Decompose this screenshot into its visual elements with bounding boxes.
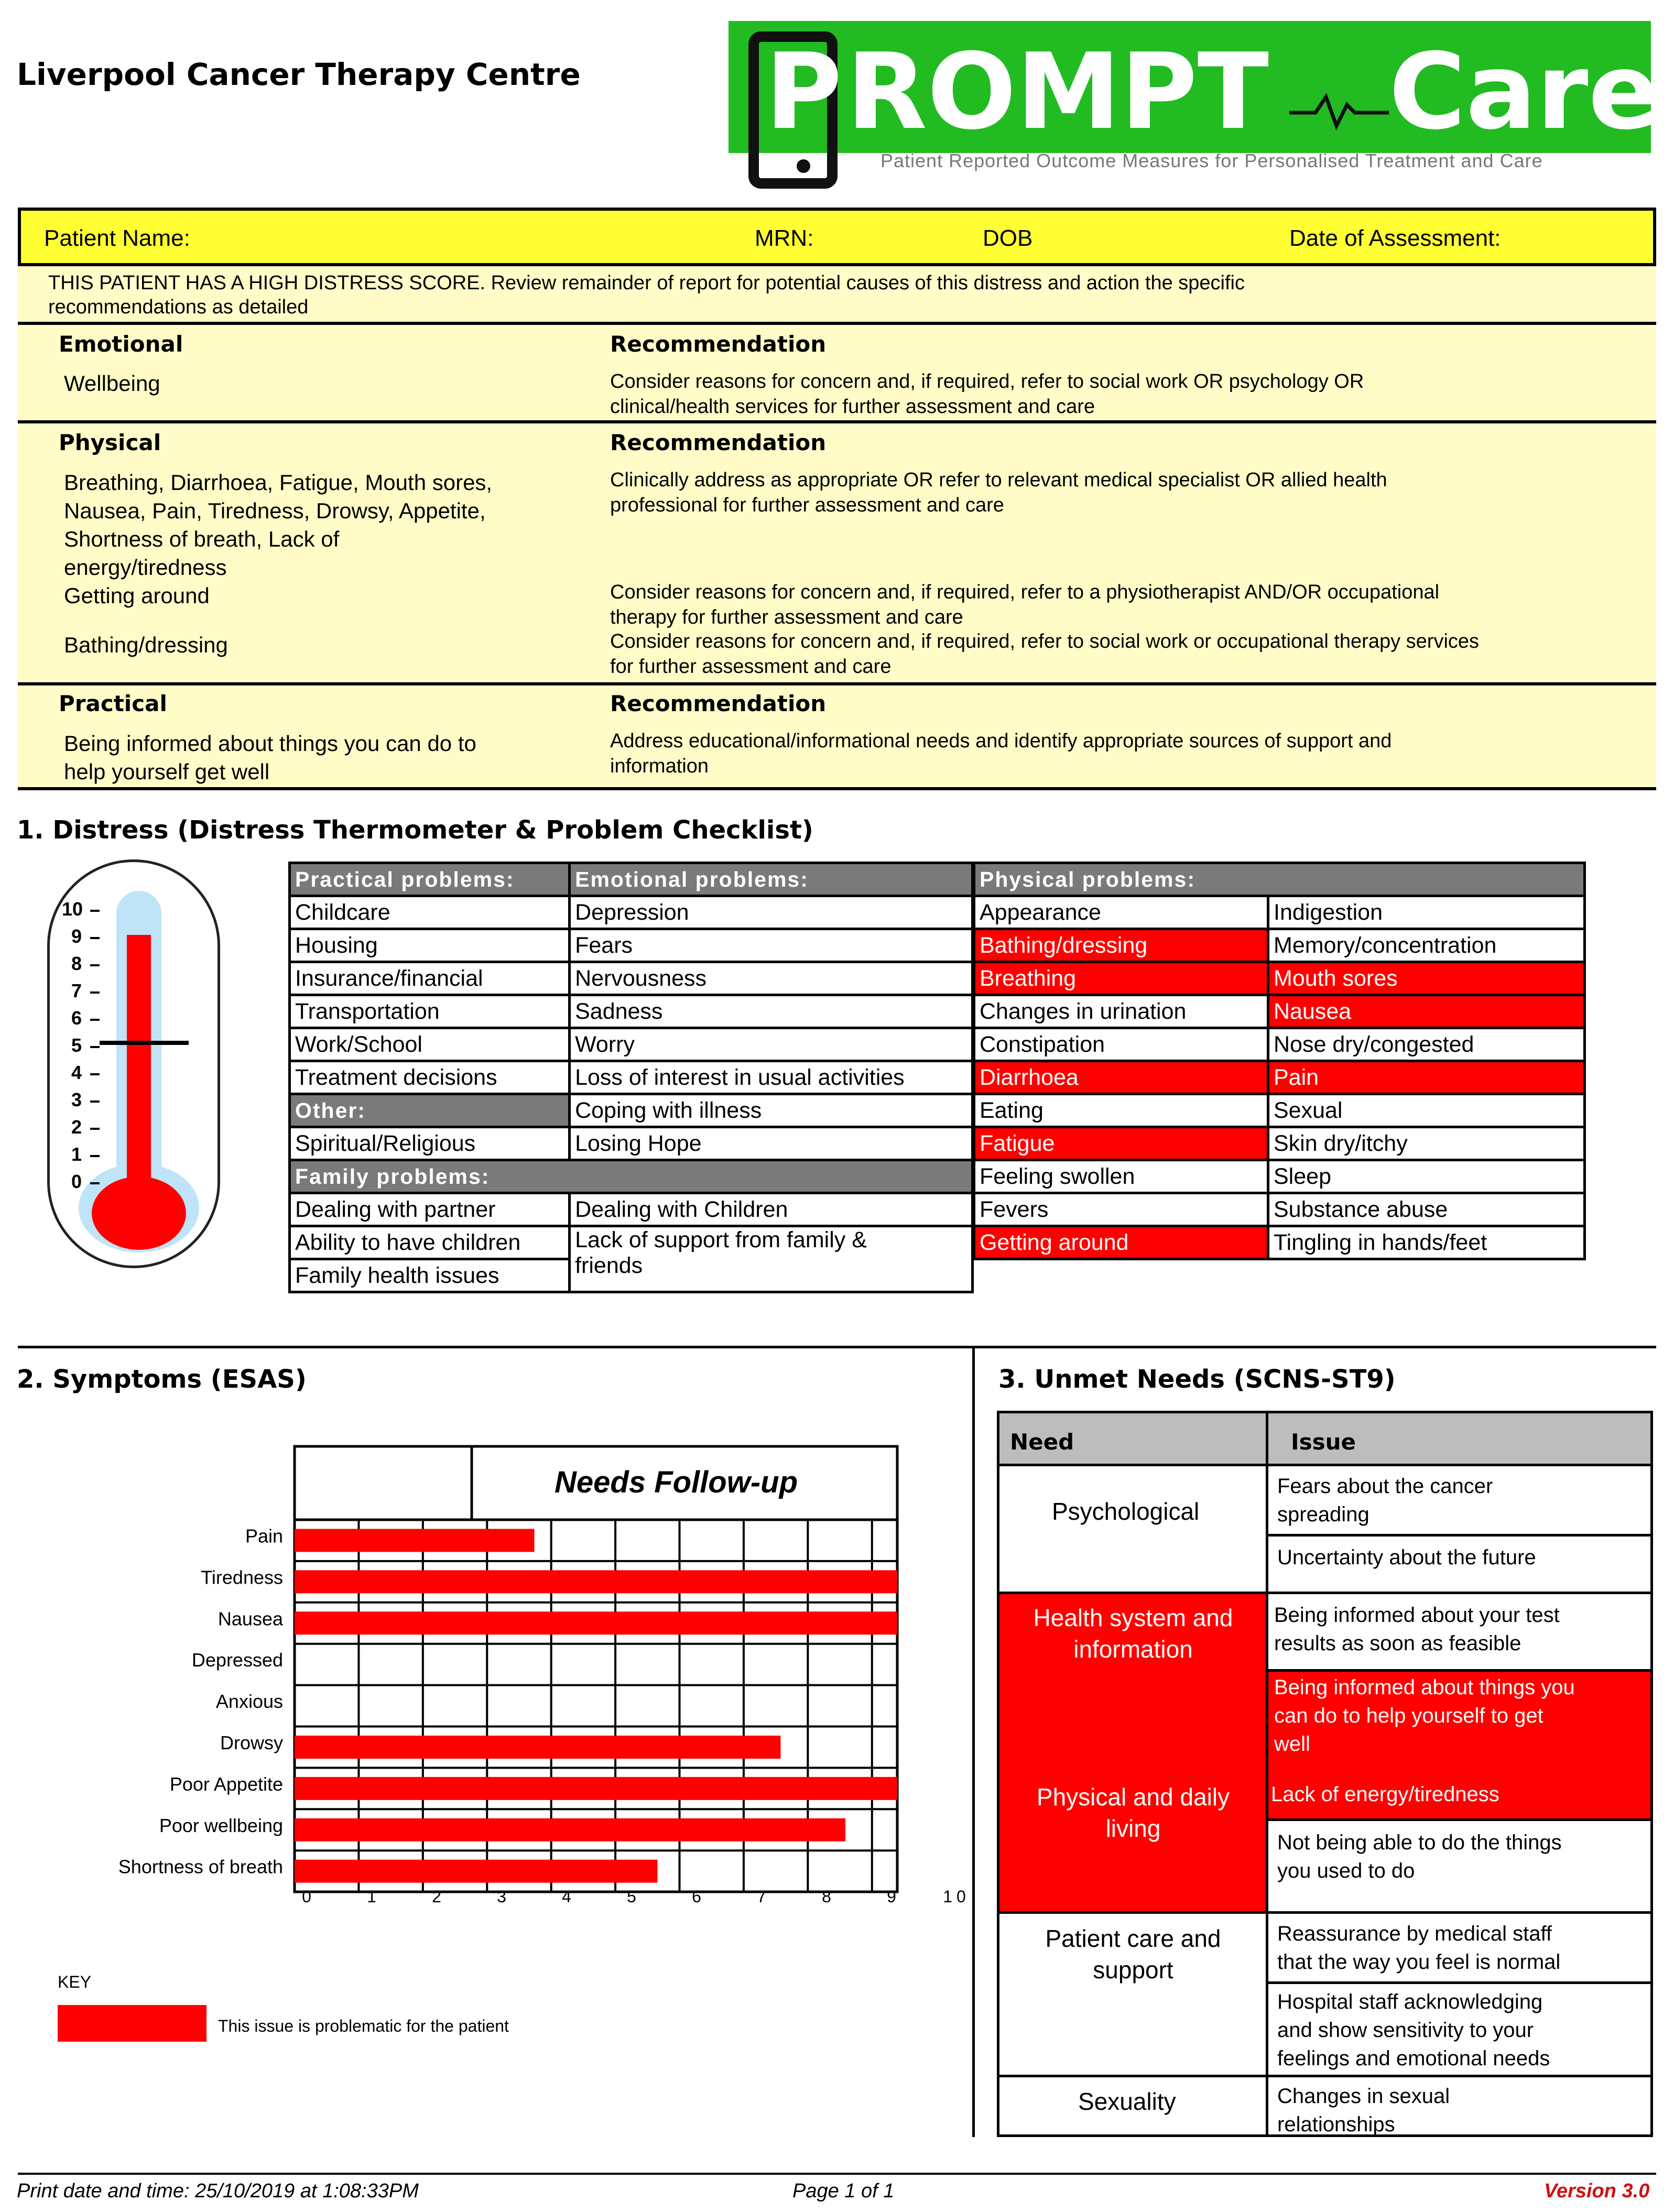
esas-x-tick: 10 (943, 1887, 970, 1906)
checklist-cell: Insurance/financial (290, 962, 570, 995)
checklist-cell: Getting around (974, 1226, 1268, 1259)
esas-x-tick: 0 (302, 1887, 311, 1906)
logo-word-care: Care (1389, 31, 1660, 153)
phys-issue-1: Lack of energy/tiredness (1271, 1783, 1499, 1806)
physical-text-6: for further assessment and care (610, 656, 892, 678)
esas-category-label: Pain (245, 1525, 283, 1547)
checklist-cell: Dealing with Children (570, 1193, 973, 1226)
checklist-cell: Family health issues (290, 1259, 570, 1292)
esas-bar-tiredness (295, 1570, 897, 1593)
need-column-header: Need (1010, 1429, 1074, 1455)
physical-item-line-3: Shortness of breath, Lack of (64, 527, 340, 551)
print-date: Print date and time: 25/10/2019 at 1:08:33PM (17, 2180, 419, 2202)
esas-x-tick: 5 (627, 1887, 636, 1906)
physical-text-2: professional for further assessment and care (610, 494, 1004, 516)
checklist-cell: Work/School (290, 1028, 570, 1061)
patient-name-label: Patient Name: (44, 225, 190, 251)
heartbeat-icon (1289, 89, 1389, 131)
checklist-cell: Skin dry/itchy (1268, 1127, 1585, 1160)
checklist-cell: Substance abuse (1268, 1193, 1585, 1226)
issue-column-header: Issue (1291, 1429, 1356, 1455)
practical-item-line-2: help yourself get well (64, 759, 270, 784)
physical-item-line-2: Nausea, Pain, Tiredness, Drowsy, Appetite, (64, 498, 486, 523)
checklist-cell: Sadness (570, 995, 973, 1028)
patient-details-bar (18, 208, 1656, 266)
esas-bar-pain (295, 1529, 535, 1552)
need-psychological: Psychological (1052, 1498, 1200, 1525)
checklist-cell: Losing Hope (570, 1127, 973, 1160)
checklist-cell: Memory/concentration (1268, 929, 1585, 962)
thermometer-tick-label: 1 (71, 1143, 82, 1165)
checklist-cell: Housing (290, 929, 570, 962)
esas-bar-nausea (295, 1611, 897, 1635)
checklist-cell: Worry (570, 1028, 973, 1061)
unmet-needs-section-title: 3. Unmet Needs (SCNS-ST9) (998, 1365, 1396, 1394)
page-number: Page 1 of 1 (792, 2180, 895, 2202)
alert-line-1: THIS PATIENT HAS A HIGH DISTRESS SCORE. Review remainder of report for potential causes of this distress and action the specific (48, 272, 1245, 294)
physical-text-4: therapy for further assessment and care (610, 606, 963, 628)
alert-line-2: recommendations as detailed (48, 296, 309, 318)
esas-category-label: Tiredness (201, 1566, 283, 1588)
checklist-cell: Fatigue (974, 1127, 1268, 1160)
mrn-label: MRN: (755, 225, 814, 251)
checklist-cell: Physical problems: (974, 863, 1585, 896)
checklist-cell: Dealing with partner (290, 1193, 570, 1226)
practical-text-1: Address educational/informational needs and identify appropriate sources of support and (610, 730, 1392, 752)
physical-item-line-4: energy/tiredness (64, 555, 227, 580)
distress-section-title: 1. Distress (Distress Thermometer & Problem Checklist) (17, 815, 813, 845)
thermometer-tick-label: 3 (71, 1089, 82, 1110)
practical-text-2: information (610, 755, 709, 777)
practical-emotional-table (288, 862, 974, 1293)
esas-category-label: Shortness of breath (118, 1856, 283, 1878)
thermometer-tick-label: 7 (71, 980, 82, 1001)
thermometer-tick-label: 8 (71, 953, 82, 974)
esas-category-label: Anxious (215, 1691, 283, 1713)
checklist-cell: Fevers (974, 1193, 1268, 1226)
physical-heading: Physical (59, 430, 161, 455)
esas-bar-shortness-of-breath (295, 1860, 657, 1883)
thermometer-tick-label: 9 (71, 925, 82, 947)
key-text: This issue is problematic for the patient (218, 2017, 509, 2035)
esas-category-label: Poor Appetite (169, 1773, 283, 1795)
sex-issue-1: Changes in sexual relationships (1277, 2085, 1450, 2136)
symptoms-section-title: 2. Symptoms (ESAS) (17, 1365, 307, 1394)
physical-item-bathing: Bathing/dressing (64, 633, 228, 657)
checklist-cell: Family problems: (290, 1160, 973, 1193)
thermometer-tick-label: 4 (71, 1062, 82, 1083)
chart-subtitle: Needs Follow-up (555, 1465, 798, 1499)
checklist-cell: Breathing (974, 962, 1268, 995)
practical-recommendation-heading: Recommendation (610, 691, 827, 716)
checklist-cell: Lack of support from family & friends (570, 1226, 973, 1292)
physical-text-1: Clinically address as appropriate OR refer to relevant medical specialist OR allied health (610, 469, 1387, 491)
logo-letter-p: P (765, 31, 842, 153)
thermometer-tick-label: 5 (71, 1034, 82, 1056)
esas-bar-poor-wellbeing (295, 1818, 845, 1841)
checklist-cell: Ability to have children (290, 1226, 570, 1259)
health-issue-2: Being informed about things you can do to help yourself to get well (1274, 1676, 1575, 1756)
checklist-cell: Bathing/dressing (974, 929, 1268, 962)
esas-category-label: Drowsy (220, 1731, 283, 1753)
checklist-cell: Fears (570, 929, 973, 962)
esas-category-label: Poor wellbeing (159, 1814, 283, 1836)
checklist-cell: Nausea (1268, 995, 1585, 1028)
checklist-cell: Sexual (1268, 1094, 1585, 1127)
centre-name: Liverpool Cancer Therapy Centre (17, 57, 581, 92)
physical-item-list (64, 468, 492, 659)
physical-text-3: Consider reasons for concern and, if required, refer to a physiotherapist AND/OR occupational (610, 581, 1440, 603)
esas-x-tick: 8 (822, 1887, 831, 1906)
esas-bar-drowsy (295, 1736, 780, 1759)
thermometer-tick-label: 2 (71, 1116, 82, 1138)
esas-x-tick: 9 (887, 1887, 896, 1906)
care-issue-2: Hospital staff acknowledging and show sensitivity to your feelings and emotional needs (1277, 1990, 1550, 2070)
esas-x-tick: 7 (757, 1887, 766, 1906)
checklist-cell: Loss of interest in usual activities (570, 1061, 973, 1094)
thermometer-level-fill (127, 935, 151, 1218)
checklist-cell: Sleep (1268, 1160, 1585, 1193)
esas-bar-poor-appetite (295, 1777, 897, 1800)
health-issue-1: Being informed about your test results as soon as feasible (1274, 1604, 1560, 1655)
checklist-cell: Depression (570, 896, 973, 929)
checklist-cell: Diarrhoea (974, 1061, 1268, 1094)
checklist-cell: Feeling swollen (974, 1160, 1268, 1193)
checklist-cell: Changes in urination (974, 995, 1268, 1028)
care-issue-1: Reassurance by medical staff that the way you feel is normal (1277, 1922, 1561, 1974)
checklist-cell: Eating (974, 1094, 1268, 1127)
physical-text-5: Consider reasons for concern and, if required, refer to social work or occupational therapy services (610, 630, 1480, 652)
checklist-cell: Treatment decisions (290, 1061, 570, 1094)
emotional-item: Wellbeing (64, 371, 160, 396)
checklist-cell: Other: (290, 1094, 570, 1127)
practical-item (64, 729, 476, 786)
key-label: KEY (58, 1973, 92, 1991)
esas-x-tick: 6 (692, 1887, 701, 1906)
esas-category-label: Depressed (191, 1649, 283, 1671)
checklist-cell: Tingling in hands/feet (1268, 1226, 1585, 1259)
psych-issue-2: Uncertainty about the future (1277, 1546, 1536, 1569)
dob-label: DOB (983, 225, 1033, 251)
emotional-heading: Emotional (59, 331, 183, 357)
thermometer-tick-label: 6 (71, 1007, 82, 1029)
thermometer-tick-label: 10 (62, 898, 83, 920)
prompt-care-logo (729, 21, 1660, 153)
checklist-cell: Pain (1268, 1061, 1585, 1094)
esas-x-tick: 2 (432, 1887, 441, 1906)
esas-x-tick: 4 (562, 1887, 571, 1906)
logo-subtitle: Patient Reported Outcome Measures for Personalised Treatment and Care (881, 150, 1543, 171)
esas-x-tick: 3 (497, 1887, 506, 1906)
checklist-cell: Constipation (974, 1028, 1268, 1061)
need-sexuality: Sexuality (1078, 2088, 1176, 2115)
esas-x-tick: 1 (367, 1887, 376, 1906)
phys-issue-2: Not being able to do the things you used to do (1277, 1831, 1562, 1882)
checklist-cell: Childcare (290, 896, 570, 929)
need-health-system: Health system and information (1033, 1604, 1233, 1663)
physical-problems-table (973, 862, 1586, 1260)
emotional-recommendation-heading: Recommendation (610, 331, 827, 357)
checklist-cell: Indigestion (1268, 896, 1585, 929)
practical-item-line-1: Being informed about things you can do to (64, 731, 476, 756)
distress-score-marker (100, 1041, 189, 1045)
emotional-text-1: Consider reasons for concern and, if required, refer to social work OR psychology OR (610, 371, 1364, 393)
physical-item-getting-around: Getting around (64, 583, 210, 608)
checklist-cell: Spiritual/Religious (290, 1127, 570, 1160)
esas-chart (21, 1436, 970, 1918)
checklist-cell: Nose dry/congested (1268, 1028, 1585, 1061)
need-patient-care: Patient care and support (1045, 1925, 1221, 1984)
need-physical-daily-living: Physical and daily living (1036, 1783, 1230, 1842)
emotional-text-2: clinical/health services for further assessment and care (610, 396, 1095, 418)
key-swatch (58, 2005, 206, 2042)
physical-recommendation-heading: Recommendation (610, 430, 827, 455)
esas-category-label: Nausea (218, 1608, 283, 1630)
logo-word-rompt: ROMPT (846, 31, 1269, 153)
date-of-assessment-label: Date of Assessment: (1289, 225, 1501, 251)
checklist-cell: Practical problems: (290, 863, 570, 896)
checklist-cell: Mouth sores (1268, 962, 1585, 995)
psych-issue-1: Fears about the cancer spreading (1277, 1475, 1493, 1526)
checklist-cell: Nervousness (570, 962, 973, 995)
practical-heading: Practical (59, 691, 167, 716)
checklist-cell: Coping with illness (570, 1094, 973, 1127)
checklist-cell: Transportation (290, 995, 570, 1028)
physical-item-line-1: Breathing, Diarrhoea, Fatigue, Mouth sores, (64, 470, 493, 495)
thermometer-bulb-fill (92, 1176, 186, 1250)
unmet-needs-table (997, 1411, 1653, 2137)
checklist-cell: Appearance (974, 896, 1268, 929)
thermometer-tick-label: 0 (71, 1171, 82, 1192)
checklist-cell: Emotional problems: (570, 863, 973, 896)
version: Version 3.0 (1544, 2180, 1650, 2202)
